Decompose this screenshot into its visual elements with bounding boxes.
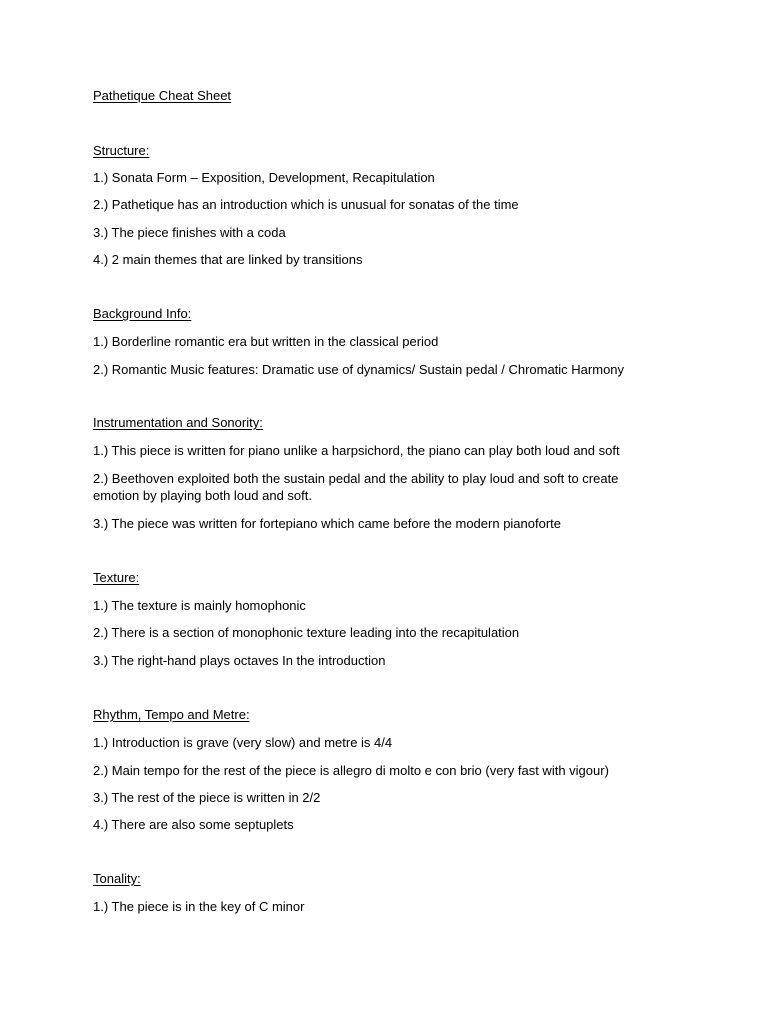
- list-item: 1.) Introduction is grave (very slow) and metre is 4/4: [93, 735, 393, 750]
- list-item: 2.) There is a section of monophonic texture leading into the recapitulation: [93, 625, 520, 640]
- list-item: 1.) The piece is in the key of C minor: [93, 899, 305, 914]
- list-item: 1.) This piece is written for piano unlike a harpsichord, the piano can play both loud and soft: [93, 443, 620, 458]
- list-item: 2.) Beethoven exploited both the sustain pedal and the ability to play loud and soft to create emotion by playing both loud and soft.: [93, 471, 619, 503]
- list-item: 1.) Sonata Form – Exposition, Development, Recapitulation: [93, 170, 435, 185]
- section-heading: Background Info:: [93, 306, 192, 321]
- document-title: Pathetique Cheat Sheet: [93, 88, 232, 103]
- list-item: 1.) Borderline romantic era but written in the classical period: [93, 334, 439, 349]
- list-item: 2.) Romantic Music features: Dramatic use of dynamics/ Sustain pedal / Chromatic Harmony: [93, 362, 625, 377]
- list-item: 2.) Main tempo for the rest of the piece is allegro di molto e con brio (very fast with vigour): [93, 763, 609, 778]
- list-item: 3.) The piece finishes with a coda: [93, 225, 286, 240]
- list-item: 4.) There are also some septuplets: [93, 817, 294, 832]
- list-item: 3.) The right-hand plays octaves In the introduction: [93, 653, 386, 668]
- section-heading: Tonality:: [93, 871, 141, 886]
- section-heading: Instrumentation and Sonority:: [93, 415, 263, 430]
- list-item: 1.) The texture is mainly homophonic: [93, 598, 306, 613]
- list-item: 4.) 2 main themes that are linked by transitions: [93, 252, 363, 267]
- section-heading: Rhythm, Tempo and Metre:: [93, 707, 250, 722]
- section-heading: Texture:: [93, 570, 140, 585]
- list-item: 3.) The rest of the piece is written in 2/2: [93, 790, 321, 805]
- list-item: 3.) The piece was written for fortepiano which came before the modern pianoforte: [93, 516, 562, 531]
- list-item: 2.) Pathetique has an introduction which is unusual for sonatas of the time: [93, 197, 519, 212]
- section-heading: Structure:: [93, 143, 150, 158]
